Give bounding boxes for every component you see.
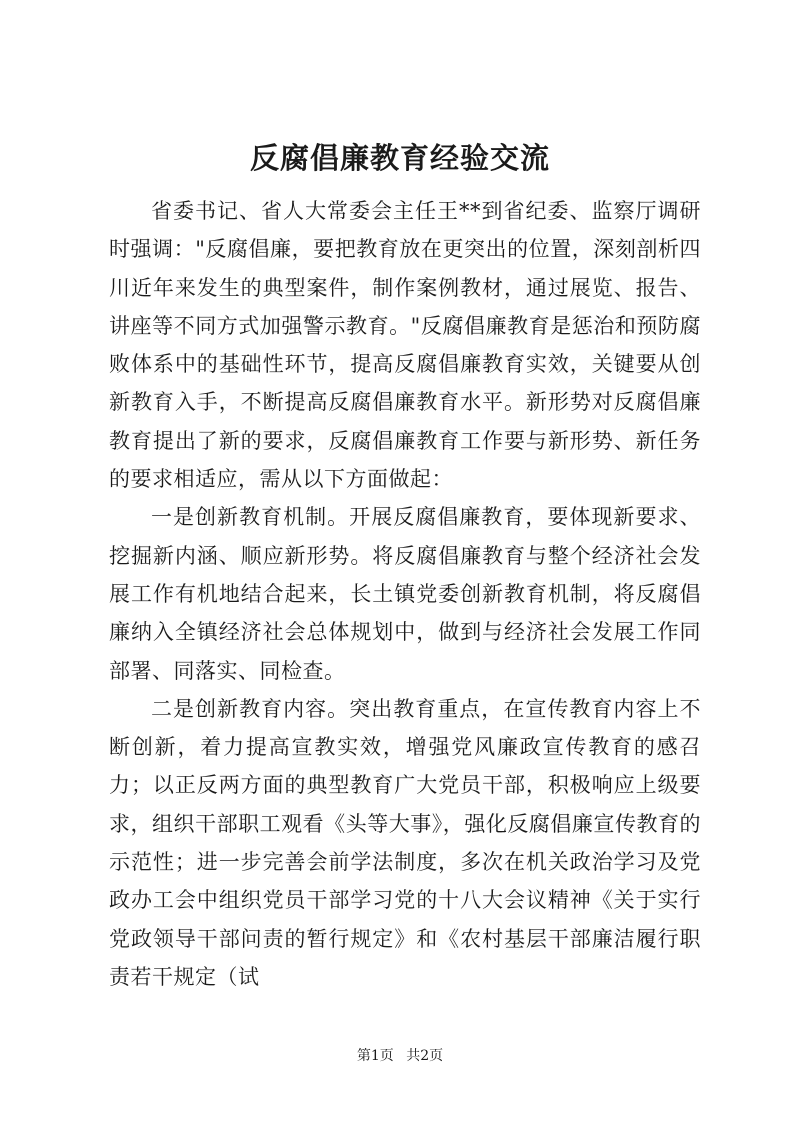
document-body xyxy=(109,192,701,996)
page-total: 共2页 xyxy=(406,1048,444,1064)
document-title: 反腐倡廉教育经验交流 xyxy=(249,141,550,175)
paragraph-content: 二是创新教育内容。突出教育重点，在宣传教育内容上不断创新，着力提高宣教实效，增强党风廉政宣传教育的感召力；以正反两方面的典型教育广大党员干部，积极响应上级要求，组织干部职工观看《头等大事》，强化反腐倡廉宣传教育的示范性；进一步完善会前学法制度，多次在机关政治学习及党政办工会中组织党员干部学习党的十八大会议精神《关于实行党政领导干部问责的暂行规定》和《农村基层干部廉洁履行职责若干规定（试 xyxy=(109,696,701,989)
page-footer xyxy=(0,1046,800,1066)
paragraph-intro: 省委书记、省人大常委会主任王**到省纪委、监察厅调研时强调："反腐倡廉，要把教育放在更突出的位置，深刻剖析四川近年来发生的典型案件，制作案例教材，通过展览、报告、讲座等不同方式加强警示教育。"反腐倡廉教育是惩治和预防腐败体系中的基础性环节，提高反腐倡廉教育实效，关键要从创新教育入手，不断提高反腐倡廉教育水平。新形势对反腐倡廉教育提出了新的要求，反腐倡廉教育工作要与新形势、新任务的要求相适应，需从以下方面做起： xyxy=(109,199,701,492)
page-number: 第1页 xyxy=(356,1048,394,1064)
paragraph-mechanism: 一是创新教育机制。开展反腐倡廉教育，要体现新要求、挖掘新内涵、顺应新形势。将反腐倡廉教育与整个经济社会发展工作有机地结合起来，长土镇党委创新教育机制，将反腐倡廉纳入全镇经济社会总体规划中，做到与经济社会发展工作同部署、同落实、同检查。 xyxy=(109,505,701,683)
